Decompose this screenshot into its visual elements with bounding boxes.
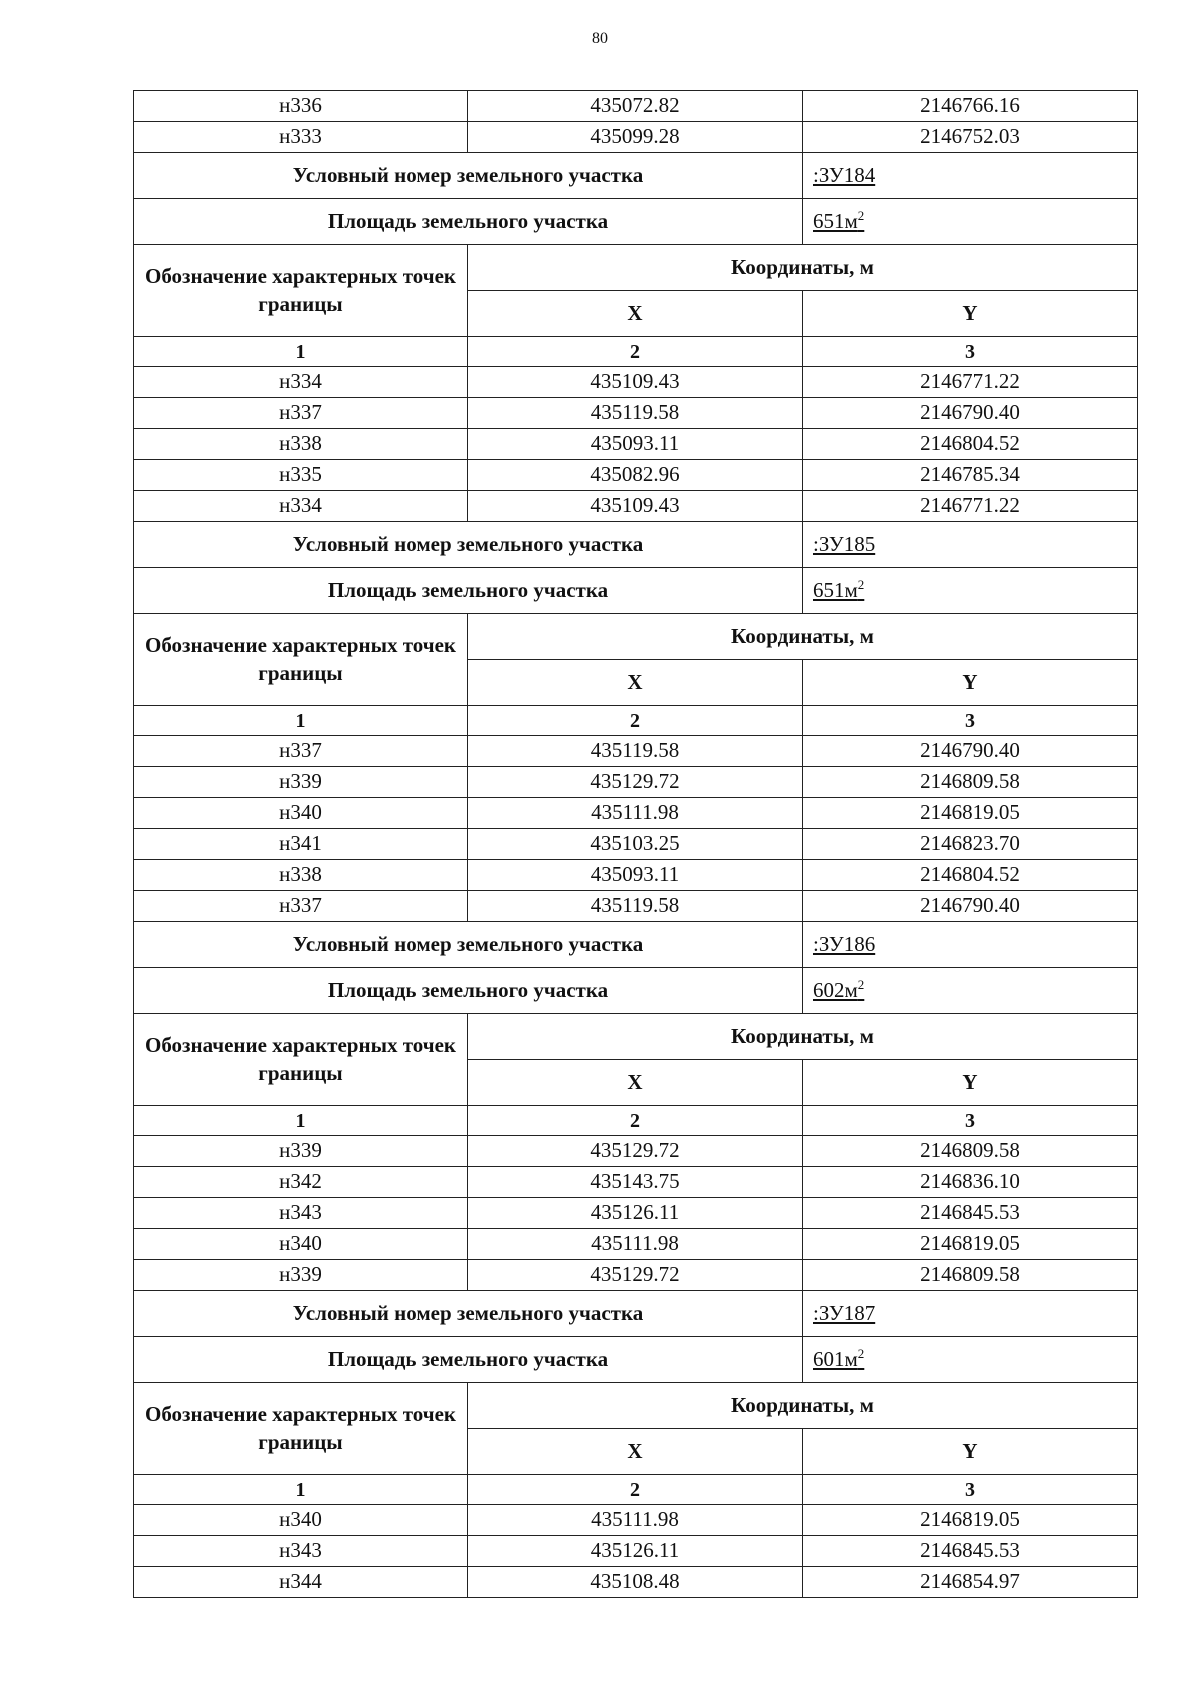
parcel-area-value-cell [803,199,1138,245]
parcel-number-label: Условный номер земельного участка [134,522,803,568]
y-coordinate-cell: 2146809.58 [803,767,1138,798]
y-coordinate-cell: 2146790.40 [803,736,1138,767]
parcel-number-label: Условный номер земельного участка [134,153,803,199]
x-coordinate-cell: 435103.25 [468,829,803,860]
header-row-top [134,1014,1138,1060]
column-number-3: 3 [803,706,1138,736]
parcel-area-value-cell [803,1337,1138,1383]
x-coordinate-cell: 435072.82 [468,91,803,122]
parcel-number-label: Условный номер земельного участка [134,922,803,968]
column-number-3: 3 [803,1106,1138,1136]
coordinates-table-body [134,91,1138,1598]
parcel-area-label: Площадь земельного участка [134,1337,803,1383]
x-coordinate-cell: 435129.72 [468,1260,803,1291]
point-row [134,1567,1138,1598]
y-coordinate-cell: 2146790.40 [803,891,1138,922]
point-row [134,860,1138,891]
point-row [134,491,1138,522]
point-name-cell: н339 [134,1136,468,1167]
x-header: X [468,1429,803,1475]
y-coordinate-cell: 2146752.03 [803,122,1138,153]
column-number-1: 1 [134,337,468,367]
parcel-number-value-cell [803,153,1138,199]
point-row [134,429,1138,460]
point-name-cell: н336 [134,91,468,122]
point-row [134,767,1138,798]
parcel-number-value-cell [803,1291,1138,1337]
x-coordinate-cell: 435109.43 [468,367,803,398]
x-coordinate-cell: 435111.98 [468,1505,803,1536]
point-row [134,122,1138,153]
point-row [134,1229,1138,1260]
parcel-area-value [813,578,864,602]
parcel-number-value: :ЗУ185 [813,531,876,556]
x-header: X [468,660,803,706]
point-name-cell: н340 [134,1229,468,1260]
point-name-cell: н337 [134,891,468,922]
x-coordinate-cell: 435129.72 [468,1136,803,1167]
coordinates-table [133,90,1138,1598]
x-coordinate-cell: 435119.58 [468,891,803,922]
y-coordinate-cell: 2146790.40 [803,398,1138,429]
y-coordinate-cell: 2146771.22 [803,491,1138,522]
point-name-cell: н338 [134,860,468,891]
point-row [134,367,1138,398]
y-coordinate-cell: 2146819.05 [803,1229,1138,1260]
x-coordinate-cell: 435119.58 [468,736,803,767]
y-coordinate-cell: 2146766.16 [803,91,1138,122]
parcel-area-number: 601м [813,1347,858,1372]
x-coordinate-cell: 435093.11 [468,860,803,891]
x-coordinate-cell: 435111.98 [468,1229,803,1260]
point-row [134,829,1138,860]
y-coordinate-cell: 2146819.05 [803,1505,1138,1536]
point-name-cell: н334 [134,491,468,522]
coordinates-header: Координаты, м [468,245,1138,291]
point-row [134,398,1138,429]
column-number-row [134,1106,1138,1136]
point-name-cell: н333 [134,122,468,153]
point-name-cell: н340 [134,1505,468,1536]
parcel-number-value-cell [803,922,1138,968]
x-coordinate-cell: 435109.43 [468,491,803,522]
parcel-area-number: 651м [813,209,858,234]
point-row [134,1167,1138,1198]
point-name-cell: н344 [134,1567,468,1598]
parcel-number-value: :ЗУ184 [813,162,876,187]
column-number-3: 3 [803,337,1138,367]
point-name-cell: н337 [134,398,468,429]
y-coordinate-cell: 2146836.10 [803,1167,1138,1198]
x-header: X [468,291,803,337]
y-coordinate-cell: 2146845.53 [803,1198,1138,1229]
y-coordinate-cell: 2146804.52 [803,429,1138,460]
y-coordinate-cell: 2146785.34 [803,460,1138,491]
points-header: Обозначение характерных точек границы [134,1383,468,1475]
parcel-area-number: 602м [813,978,858,1003]
point-name-cell: н340 [134,798,468,829]
parcel-area-row [134,199,1138,245]
parcel-area-row [134,568,1138,614]
column-number-3: 3 [803,1475,1138,1505]
x-coordinate-cell: 435143.75 [468,1167,803,1198]
parcel-area-label: Площадь земельного участка [134,968,803,1014]
x-coordinate-cell: 435093.11 [468,429,803,460]
x-coordinate-cell: 435119.58 [468,398,803,429]
point-name-cell: н334 [134,367,468,398]
x-coordinate-cell: 435126.11 [468,1536,803,1567]
parcel-area-number: 651м [813,578,858,603]
parcel-area-row [134,968,1138,1014]
point-name-cell: н343 [134,1536,468,1567]
y-coordinate-cell: 2146771.22 [803,367,1138,398]
point-row [134,91,1138,122]
y-coordinate-cell: 2146823.70 [803,829,1138,860]
parcel-number-row [134,153,1138,199]
x-coordinate-cell: 435126.11 [468,1198,803,1229]
y-header: Y [803,660,1138,706]
point-row [134,736,1138,767]
point-row [134,460,1138,491]
parcel-area-value [813,209,864,233]
parcel-area-label: Площадь земельного участка [134,199,803,245]
y-header: Y [803,291,1138,337]
x-coordinate-cell: 435082.96 [468,460,803,491]
y-coordinate-cell: 2146819.05 [803,798,1138,829]
y-coordinate-cell: 2146809.58 [803,1260,1138,1291]
parcel-number-value-cell [803,522,1138,568]
parcel-number-label: Условный номер земельного участка [134,1291,803,1337]
point-row [134,1136,1138,1167]
page-number: 80 [592,30,608,47]
column-number-2: 2 [468,337,803,367]
parcel-number-value: :ЗУ186 [813,931,876,956]
x-coordinate-cell: 435108.48 [468,1567,803,1598]
point-name-cell: н343 [134,1198,468,1229]
x-header: X [468,1060,803,1106]
header-row-top [134,1383,1138,1429]
point-row [134,1198,1138,1229]
point-row [134,1260,1138,1291]
point-row [134,891,1138,922]
points-header: Обозначение характерных точек границы [134,1014,468,1106]
x-coordinate-cell: 435099.28 [468,122,803,153]
points-header: Обозначение характерных точек границы [134,245,468,337]
points-header: Обозначение характерных точек границы [134,614,468,706]
column-number-2: 2 [468,1106,803,1136]
column-number-2: 2 [468,1475,803,1505]
point-name-cell: н339 [134,767,468,798]
column-number-1: 1 [134,1106,468,1136]
header-row-top [134,245,1138,291]
parcel-area-label: Площадь земельного участка [134,568,803,614]
point-row [134,1536,1138,1567]
y-coordinate-cell: 2146809.58 [803,1136,1138,1167]
x-coordinate-cell: 435129.72 [468,767,803,798]
y-coordinate-cell: 2146845.53 [803,1536,1138,1567]
column-number-row [134,1475,1138,1505]
coordinates-header: Координаты, м [468,1383,1138,1429]
parcel-number-value: :ЗУ187 [813,1300,876,1325]
header-row-top [134,614,1138,660]
column-number-2: 2 [468,706,803,736]
column-number-row [134,337,1138,367]
column-number-1: 1 [134,706,468,736]
coordinates-header: Координаты, м [468,614,1138,660]
point-name-cell: н339 [134,1260,468,1291]
point-name-cell: н335 [134,460,468,491]
parcel-area-superscript: 2 [857,977,865,993]
column-number-row [134,706,1138,736]
x-coordinate-cell: 435111.98 [468,798,803,829]
parcel-area-value [813,978,864,1002]
parcel-area-value-cell [803,568,1138,614]
point-row [134,798,1138,829]
coordinates-header: Координаты, м [468,1014,1138,1060]
y-header: Y [803,1429,1138,1475]
column-number-1: 1 [134,1475,468,1505]
point-name-cell: н342 [134,1167,468,1198]
y-header: Y [803,1060,1138,1106]
y-coordinate-cell: 2146854.97 [803,1567,1138,1598]
y-coordinate-cell: 2146804.52 [803,860,1138,891]
parcel-area-superscript: 2 [857,577,865,593]
parcel-area-superscript: 2 [857,1346,865,1362]
point-name-cell: н338 [134,429,468,460]
parcel-number-row [134,922,1138,968]
point-row [134,1505,1138,1536]
parcel-area-value-cell [803,968,1138,1014]
parcel-area-superscript: 2 [857,208,865,224]
parcel-area-row [134,1337,1138,1383]
parcel-area-value [813,1347,864,1371]
point-name-cell: н341 [134,829,468,860]
parcel-number-row [134,522,1138,568]
point-name-cell: н337 [134,736,468,767]
parcel-number-row [134,1291,1138,1337]
